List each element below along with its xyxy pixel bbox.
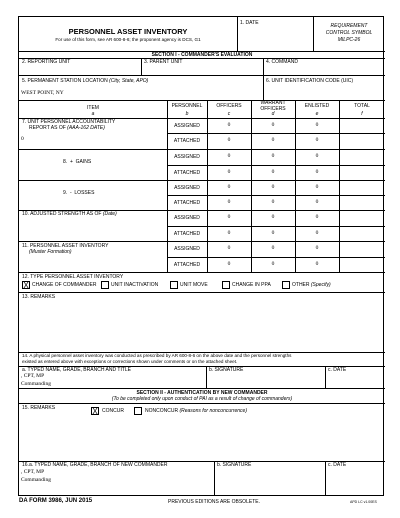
change-of-commander-checkbox[interactable]: X	[23, 281, 29, 290]
col-officers-letter: c	[227, 111, 231, 117]
item-10-label: 10. ADJUSTED STRENGTH AS OF (Date)	[22, 211, 117, 217]
section-2-subtitle: (To be completed only upon conduct of PAI as a result of change of commanders)	[111, 396, 293, 402]
cell-total[interactable]	[340, 181, 384, 194]
item-7-line-2: REPORT AS OF (AAA-162 DATE)	[29, 125, 105, 131]
cell-wo[interactable]: 0	[271, 214, 275, 220]
change-of-commander-label: CHANGE OF COMMANDER	[32, 282, 97, 288]
signature-14b-label: b. SIGNATURE	[209, 367, 244, 373]
unit-inactivation-checkbox[interactable]	[101, 281, 109, 289]
row-personnel-type: ATTACHED	[173, 262, 201, 268]
row-personnel-type: ASSIGNED	[174, 246, 200, 252]
title-14a-value[interactable]: Commanding	[21, 381, 51, 387]
cell-wo[interactable]: 0	[271, 261, 275, 267]
cell-wo[interactable]: 0	[271, 245, 275, 251]
item-8-label: 8. + GAINS	[63, 159, 92, 165]
row-personnel-type: ATTACHED	[173, 231, 201, 237]
cell-wo[interactable]: 0	[271, 184, 275, 190]
cell-officers[interactable]: 0	[227, 214, 231, 220]
signature-16b-label: b. SIGNATURE	[217, 462, 252, 468]
cell-enlisted[interactable]: 0	[315, 122, 319, 128]
nonconcur-checkbox[interactable]	[134, 407, 142, 415]
cell-wo[interactable]: 0	[271, 199, 275, 205]
cell-wo[interactable]: 0	[271, 230, 275, 236]
parent-unit-field[interactable]	[143, 65, 261, 74]
cell-total[interactable]	[340, 119, 384, 132]
cell-officers[interactable]: 0	[227, 199, 231, 205]
cell-enlisted[interactable]: 0	[315, 153, 319, 159]
date-field[interactable]	[240, 26, 310, 48]
col-enlisted-header: ENLISTED	[304, 103, 330, 109]
remarks-13-label: 13. REMARKS	[22, 294, 56, 300]
change-in-ppa-checkbox[interactable]	[222, 281, 230, 289]
name-16a-value[interactable]: , CPT, MP	[21, 469, 45, 475]
section-1-title: SECTION I - COMMANDER'S EVALUATION	[151, 52, 253, 58]
reporting-unit-label: 2. REPORTING UNIT	[22, 59, 71, 65]
cell-officers[interactable]: 0	[227, 169, 231, 175]
remarks-13-field[interactable]	[20, 301, 384, 351]
title-16a-value[interactable]: Commanding	[21, 477, 51, 483]
date-14c-field[interactable]	[327, 373, 383, 387]
signature-14b-field[interactable]	[208, 373, 324, 387]
cell-officers[interactable]: 0	[227, 184, 231, 190]
row-personnel-type: ASSIGNED	[174, 215, 200, 221]
row-personnel-type: ATTACHED	[173, 200, 201, 206]
other-checkbox[interactable]	[282, 281, 290, 289]
other-label: OTHER (Specify)	[292, 282, 331, 288]
cell-enlisted[interactable]: 0	[315, 137, 319, 143]
col-wo-letter: d	[271, 111, 275, 117]
unit-move-checkbox[interactable]	[170, 281, 178, 289]
remarks-15-label: 15. REMARKS	[22, 405, 56, 411]
cell-enlisted[interactable]: 0	[315, 245, 319, 251]
cell-total[interactable]	[340, 227, 384, 240]
cell-total[interactable]	[340, 150, 384, 164]
change-in-ppa-label: CHANGE IN PPA	[232, 282, 271, 288]
cell-total[interactable]	[340, 211, 384, 225]
cell-enlisted[interactable]: 0	[315, 169, 319, 175]
type-inventory-label: 12. TYPE PERSONNEL ASSET INVENTORY	[22, 274, 124, 280]
cell-enlisted[interactable]: 0	[315, 214, 319, 220]
col-personnel-header: PERSONNEL	[171, 103, 203, 109]
item-9-label: 9. - LOSSES	[63, 190, 95, 196]
concur-checkbox[interactable]: X	[92, 407, 98, 416]
reporting-unit-field[interactable]	[20, 65, 140, 74]
statement-14-line-1: 14. A physical personnel asset inventory was conducted as prescribed by AR 600-8-6 on the above date and the personnel strengths	[22, 353, 292, 358]
uic-field[interactable]	[265, 85, 383, 99]
col-item-letter: a	[91, 111, 95, 117]
cell-wo[interactable]: 0	[271, 137, 275, 143]
cell-total[interactable]	[340, 196, 384, 209]
cell-officers[interactable]: 0	[227, 137, 231, 143]
row-personnel-type: ASSIGNED	[174, 123, 200, 129]
form-title: PERSONNEL ASSET INVENTORY	[68, 27, 188, 36]
cell-enlisted[interactable]: 0	[315, 230, 319, 236]
col-total-letter: f	[361, 111, 363, 117]
col-personnel-letter: b	[185, 111, 189, 117]
statement-14-line-2: existed as entered above with exceptions or corrections shown under comments or on the attached sheet.	[22, 359, 238, 364]
parent-unit-label: 3. PARENT UNIT	[144, 59, 183, 65]
col-wo-header-1: WARRANT	[260, 100, 286, 106]
item-7-line-1: 7. UNIT PERSONNEL ACCOUNTABILITY	[22, 119, 116, 125]
date-label: 1. DATE	[240, 20, 259, 26]
station-location-value[interactable]: WEST POINT, NY	[21, 90, 64, 96]
uic-label: 6. UNIT IDENTIFICATION CODE (UIC)	[266, 78, 354, 84]
previous-editions-note: PREVIOUS EDITIONS ARE OBSOLETE.	[168, 499, 260, 505]
col-total-header: TOTAL	[354, 103, 370, 109]
col-item-header: ITEM	[87, 105, 99, 111]
form-version: APD LC v1.00ES	[350, 500, 377, 504]
unit-inactivation-label: UNIT INACTIVATION	[111, 282, 159, 288]
signature-16b-field[interactable]	[216, 469, 324, 495]
control-symbol-label: CONTROL SYMBOL	[325, 30, 373, 36]
cell-total[interactable]	[340, 242, 384, 256]
name-14a-label: a. TYPED NAME, GRADE, BRANCH AND TITLE	[22, 367, 132, 373]
cell-enlisted[interactable]: 0	[315, 261, 319, 267]
cell-enlisted[interactable]: 0	[315, 199, 319, 205]
control-symbol-value: MILPC-26	[337, 37, 361, 43]
cell-total[interactable]	[340, 258, 384, 271]
remarks-15-field[interactable]	[20, 417, 384, 460]
cell-officers[interactable]: 0	[227, 122, 231, 128]
row-personnel-type: ASSIGNED	[174, 185, 200, 191]
date-14c-label: c. DATE	[328, 367, 347, 373]
requirement-label: REQUIREMENT	[330, 23, 368, 29]
da-form-3986	[18, 16, 384, 496]
row-personnel-type: ATTACHED	[173, 170, 201, 176]
cell-total[interactable]	[340, 134, 384, 148]
name-16a-label: 16.a. TYPED NAME, GRADE, BRANCH OF NEW COMMANDER	[22, 462, 168, 468]
col-enlisted-letter: e	[315, 111, 319, 117]
date-16c-field[interactable]	[327, 469, 383, 495]
name-14a-value[interactable]: , CPT, MP	[21, 373, 45, 379]
form-id: DA FORM 3986, JUN 2015	[19, 498, 93, 504]
cell-wo[interactable]: 0	[271, 169, 275, 175]
section-2-title: SECTION II - AUTHENTICATION BY NEW COMMANDER	[136, 390, 268, 396]
command-label: 4. COMMAND	[266, 59, 298, 65]
item-11-line-2: (Muster Formation)	[29, 249, 72, 255]
station-location-label: 5. PERMANENT STATION LOCATION (City, State, APO)	[22, 78, 149, 84]
cell-total[interactable]	[340, 166, 384, 179]
col-wo-header-2: OFFICERS	[260, 106, 286, 112]
cell-enlisted[interactable]: 0	[315, 184, 319, 190]
concur-label: CONCUR	[102, 408, 124, 414]
item-11-line-1: 11. PERSONNEL ASSET INVENTORY	[22, 243, 109, 249]
nonconcur-label: NONCONCUR (Reasons for nonconcurrence)	[145, 408, 247, 414]
cell-officers[interactable]: 0	[227, 153, 231, 159]
cell-officers[interactable]: 0	[227, 261, 231, 267]
cell-wo[interactable]: 0	[271, 122, 275, 128]
unit-move-label: UNIT MOVE	[180, 282, 208, 288]
form-subtitle: For use of this form, see AR 600-8-6; the proponent agency is DCS, G1	[55, 37, 201, 42]
row-personnel-type: ASSIGNED	[174, 154, 200, 160]
command-field[interactable]	[265, 65, 383, 74]
cell-officers[interactable]: 0	[227, 230, 231, 236]
cell-wo[interactable]: 0	[271, 153, 275, 159]
col-officers-header: OFFICERS	[216, 103, 242, 109]
date-16c-label: c. DATE	[328, 462, 347, 468]
row-personnel-type: ATTACHED	[173, 138, 201, 144]
cell-officers[interactable]: 0	[227, 245, 231, 251]
item-7-value[interactable]: 0	[21, 136, 24, 142]
